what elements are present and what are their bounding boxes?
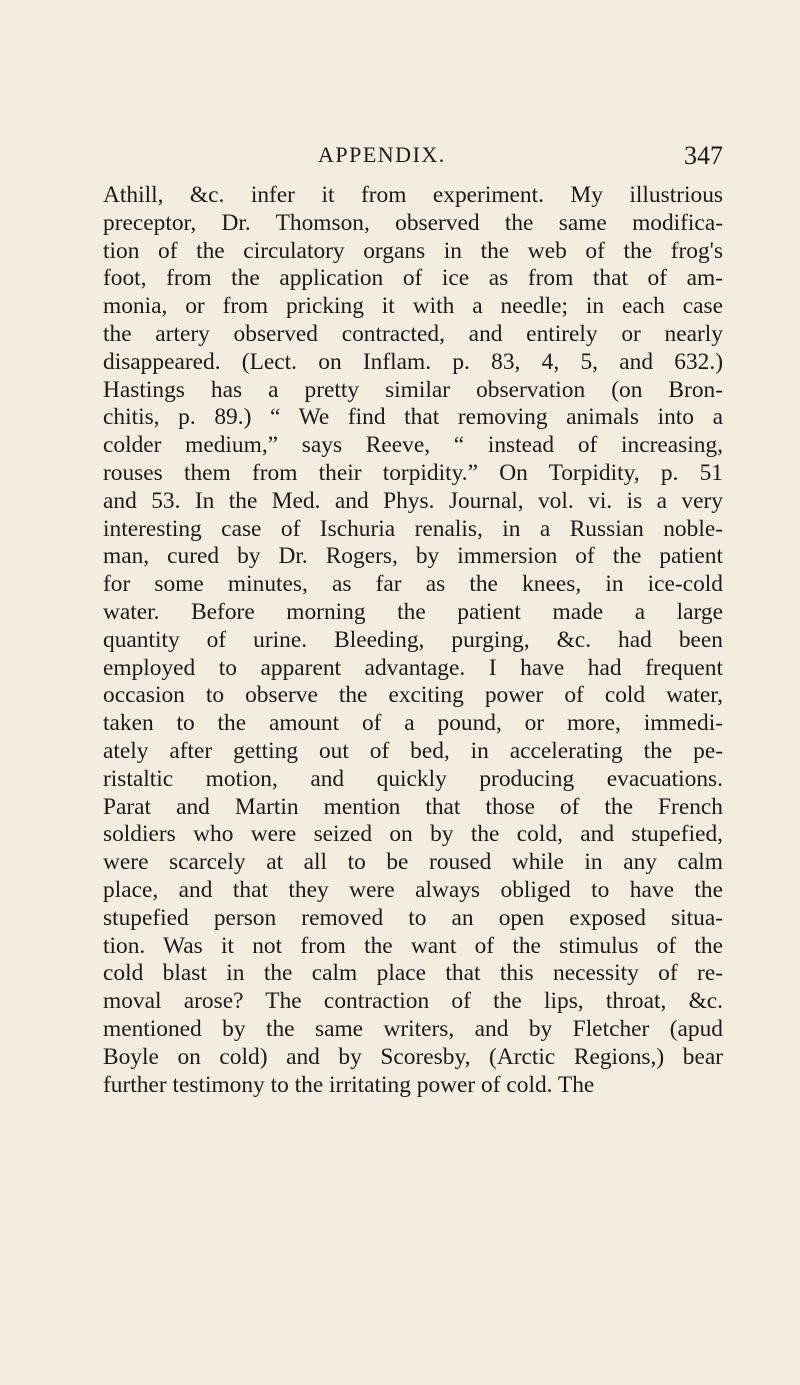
text-line: monia, or from pricking it with a needle; in each case: [103, 293, 723, 320]
text-line: for some minutes, as far as the knees, in ice-cold: [103, 571, 723, 598]
text-line: tion of the circulatory organs in the web of the frog's: [103, 237, 723, 264]
text-line: further testimony to the irritating power of cold. The: [103, 1071, 595, 1098]
text-line: moval arose? The contraction of the lips, throat, &c.: [103, 988, 723, 1015]
text-line: taken to the amount of a pound, or more, immedi-: [103, 710, 723, 737]
text-line: interesting case of Ischuria renalis, in a Russian noble-: [103, 515, 723, 542]
text-line: place, and that they were always obliged to have the: [103, 876, 723, 903]
body-paragraph: [103, 182, 723, 1099]
text-line: Boyle on cold) and by Scoresby, (Arctic Regions,) bear: [103, 1043, 723, 1070]
text-line: and 53. In the Med. and Phys. Journal, vol. vi. is a very: [103, 487, 723, 514]
text-line: foot, from the application of ice as from that of am-: [103, 265, 723, 292]
text-line: employed to apparent advantage. I have had frequent: [103, 654, 723, 681]
text-line: ristaltic motion, and quickly producing evacuations.: [103, 765, 723, 792]
text-line: rouses them from their torpidity.” On Torpidity, p. 51: [103, 459, 723, 486]
text-line: the artery observed contracted, and entirely or nearly: [103, 320, 723, 347]
text-line: disappeared. (Lect. on Inflam. p. 83, 4, 5, and 632.): [103, 348, 723, 375]
text-line: stupefied person removed to an open exposed situa-: [103, 904, 723, 931]
text-line: water. Before morning the patient made a large: [103, 598, 723, 625]
text-line: cold blast in the calm place that this necessity of re-: [103, 960, 723, 987]
text-line: ately after getting out of bed, in accelerating the pe-: [103, 737, 723, 764]
text-line: quantity of urine. Bleeding, purging, &c. had been: [103, 626, 723, 653]
text-line: tion. Was it not from the want of the stimulus of the: [103, 932, 723, 959]
running-title: APPENDIX.: [318, 142, 446, 167]
running-head: [0, 142, 800, 172]
text-line: chitis, p. 89.) “ We find that removing animals into a: [103, 404, 723, 431]
text-line: Hastings has a pretty similar observation (on Bron-: [103, 376, 723, 403]
text-line: mentioned by the same writers, and by Fletcher (apud: [103, 1015, 723, 1042]
text-line: Athill, &c. infer it from experiment. My illustrious: [103, 182, 723, 208]
text-line: soldiers who were seized on by the cold, and stupefied,: [103, 821, 723, 848]
text-line: Parat and Martin mention that those of the French: [103, 793, 723, 820]
text-line: occasion to observe the exciting power of cold water,: [103, 682, 723, 709]
text-line: were scarcely at all to be roused while in any calm: [103, 849, 723, 876]
text-line: preceptor, Dr. Thomson, observed the same modifica-: [103, 209, 723, 236]
page-number: 347: [684, 141, 723, 170]
text-line: colder medium,” says Reeve, “ instead of increasing,: [103, 432, 723, 459]
text-line: man, cured by Dr. Rogers, by immersion of the patient: [103, 543, 723, 570]
